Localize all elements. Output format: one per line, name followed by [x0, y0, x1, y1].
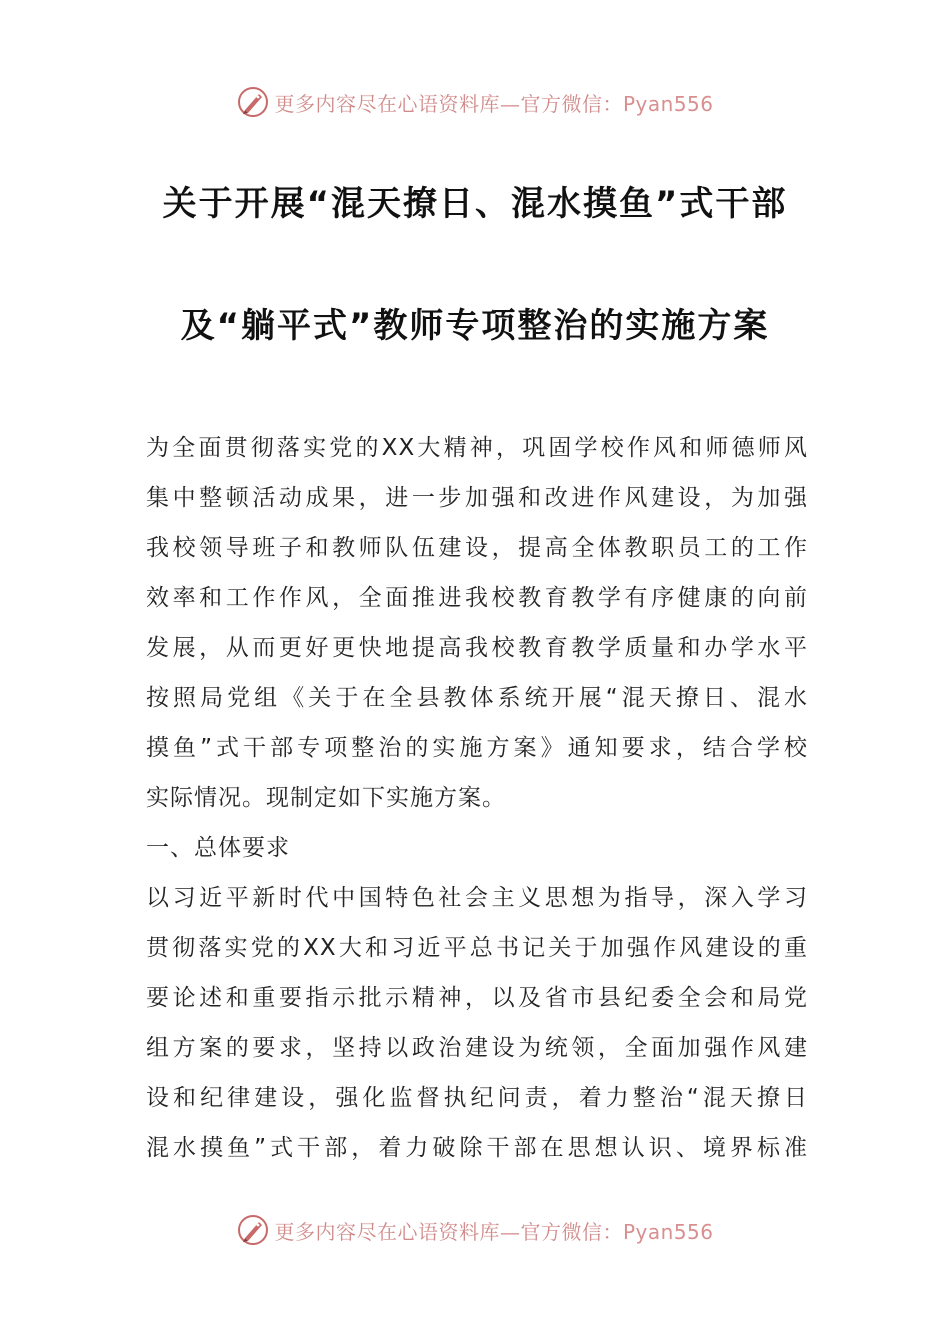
- body-line: 组方案的要求，坚持以政治建设为统领，全面加强作风建: [146, 1035, 808, 1061]
- body-line: 效率和工作作风，全面推进我校教育教学有序健康的向前: [146, 585, 808, 611]
- document-title-line-1: 关于开展“混天撩日、混水摸鱼”式干部: [162, 184, 788, 224]
- body-line: 我校领导班子和教师队伍建设，提高全体教职员工的工作: [146, 535, 808, 561]
- body-line: 为全面贯彻落实党的XX大精神，巩固学校作风和师德师风: [146, 435, 808, 461]
- footer-watermark: [0, 1210, 950, 1250]
- body-line: 摸鱼”式干部专项整治的实施方案》通知要求，结合学校: [146, 735, 808, 761]
- fountain-pen-logo-icon: [236, 1213, 270, 1247]
- body-line: 集中整顿活动成果，进一步加强和改进作风建设，为加强: [146, 485, 808, 511]
- document-title-line-2: 及“躺平式”教师专项整治的实施方案: [180, 306, 770, 346]
- body-line: 贯彻落实党的XX大和习近平总书记关于加强作风建设的重: [146, 935, 808, 961]
- body-line: 混水摸鱼”式干部，着力破除干部在思想认识、境界标准: [146, 1135, 808, 1161]
- header-watermark: [0, 82, 950, 122]
- fountain-pen-logo-icon: [236, 85, 270, 119]
- watermark-text: 更多内容尽在心语资料库—官方微信：Pyan556: [274, 91, 714, 116]
- body-line: 设和纪律建设，强化监督执纪问责，着力整治“混天撩日: [146, 1085, 808, 1111]
- section-heading: 一、总体要求: [146, 835, 290, 861]
- body-line: 按照局党组《关于在全县教体系统开展“混天撩日、混水: [146, 685, 808, 711]
- document-body: [146, 426, 808, 1176]
- watermark-text: 更多内容尽在心语资料库—官方微信：Pyan556: [274, 1219, 714, 1244]
- body-line: 实际情况。现制定如下实施方案。: [146, 785, 506, 811]
- body-line: 发展，从而更好更快地提高我校教育教学质量和办学水平: [146, 635, 808, 661]
- body-line: 以习近平新时代中国特色社会主义思想为指导，深入学习: [146, 885, 808, 911]
- body-line: 要论述和重要指示批示精神，以及省市县纪委全会和局党: [146, 985, 808, 1011]
